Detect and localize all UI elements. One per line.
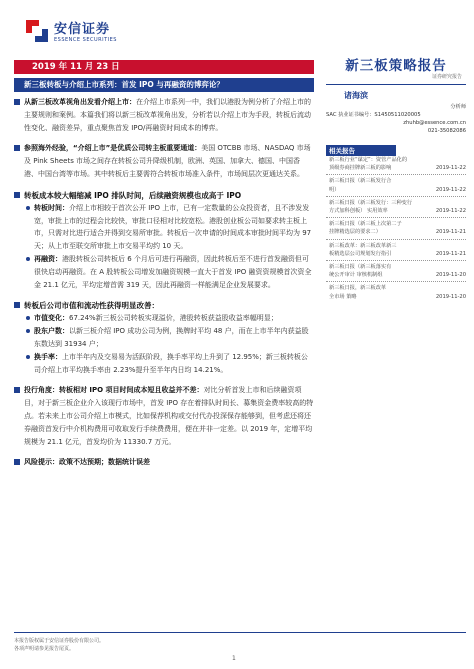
report-subtype: 证券研究报告 — [431, 74, 462, 80]
report-type: 新三板策略报告 — [345, 58, 447, 74]
related-report-item[interactable] — [326, 207, 466, 215]
related-report-title: 挂牌精选层的要求二） — [329, 229, 381, 236]
related-report-date: 2019-11-22 — [435, 208, 466, 215]
section-heading: 转板成本较大幅缩减 IPO 排队时间，后续融资规模也成高于 IPO — [24, 190, 242, 200]
related-report-title: 明） — [329, 186, 340, 193]
section-5 — [14, 384, 314, 448]
brand-name-en: ESSENCE SECURITIES — [54, 37, 117, 43]
related-report-item[interactable] — [326, 228, 466, 236]
dot-icon — [26, 257, 30, 261]
sub-item — [24, 325, 314, 351]
related-divider — [326, 217, 466, 218]
related-report-title: 新三板日报（新三板发行：三种变行 — [329, 199, 413, 206]
related-divider — [326, 174, 466, 175]
bullet-icon — [14, 302, 20, 308]
section-body: 美国 OTCBB 市场、NASDAQ 市场及 Pink Sheets 市场之间存在转板公司升降级机制，欧洲、英国、加拿大、德国、中国香港、中国台湾等市场。其中转板后主要需符合转板市场准入条件，市场间层次更通达关系。 — [24, 144, 311, 178]
section-2 — [14, 142, 314, 180]
related-report-title: 新三板日报（新三板上次第二子 — [329, 221, 402, 228]
footer-copyright: 本报告版权属于安信证券股份有限公司。 — [14, 638, 105, 644]
related-report-title: 新三板日报，新三板改革 — [329, 285, 387, 292]
section-heading: 从新三板改革视角出发看介绍上市： — [24, 98, 136, 106]
bullet-icon — [14, 145, 20, 151]
related-report-item[interactable] — [326, 250, 466, 258]
related-report-item[interactable] — [326, 263, 466, 271]
sub-item-label: 换手率： — [34, 352, 62, 361]
main-content — [14, 96, 314, 477]
related-reports-list — [326, 156, 466, 301]
report-date: 2019 年 11 月 23 日 — [14, 60, 314, 74]
bullet-icon — [14, 192, 20, 198]
related-divider — [326, 281, 466, 282]
related-report-title: 新三板日报（新三板发行合 — [329, 178, 392, 185]
related-report-item[interactable] — [326, 177, 466, 185]
related-report-title: 顶级券商挂牌新三板的影响 — [329, 165, 392, 172]
section-heading: 投行角度：转板相对 IPO 项目时间成本短且收益并不差： — [24, 386, 204, 395]
related-divider — [326, 196, 466, 197]
report-title: 新三板转板与介绍上市系列：首发 IPO 与再融资的博弈论？ — [14, 78, 314, 92]
related-report-title: 方式加科创板） 实用效率 — [329, 208, 388, 215]
bullet-icon — [14, 99, 20, 105]
dot-icon — [26, 355, 30, 359]
sub-item-label: 转板时间： — [34, 203, 69, 212]
analyst-name: 诸海滨 — [344, 91, 368, 100]
related-report-title: 新三板改革：新三板改革新三 — [329, 242, 397, 249]
related-report-date: 2019-11-21 — [435, 229, 466, 236]
footer-disclaimer: 各项声明请参见报告尾页。 — [14, 646, 75, 652]
section-heading: 转板后公司市值和流动性获得明显改善： — [24, 301, 159, 311]
analyst-phone: 021-35082086 — [427, 128, 466, 134]
sub-item — [24, 202, 314, 253]
section-6 — [14, 456, 314, 469]
sub-item — [24, 351, 314, 377]
section-1 — [14, 96, 314, 134]
page-number: 1 — [232, 655, 236, 662]
sub-item-text: 港股转板公司转板后 6 个月后可进行再融资，因此转板后至不进行首发融资但可很快启动再融资。在 A 股转板公司增发加融资规模一直大于首发 IPO 融资资规模首次资全金 21.1 亿元，平均定增首需 319 天，因此再融资一样能满足企业发展要求。 — [34, 254, 312, 289]
sub-item — [24, 253, 314, 291]
related-report-item[interactable] — [326, 220, 466, 228]
analyst-row — [326, 127, 466, 135]
sidebar — [326, 90, 466, 301]
related-report-title: 新三板日报（新三板落实有 — [329, 264, 392, 271]
related-report-date: 2019-11-21 — [435, 250, 466, 257]
sub-item-label: 再融资： — [34, 254, 62, 263]
brand-logo — [26, 18, 117, 43]
sub-item-text: 67.24%新三板公司转板实现溢价，港股转板获益股收益率幅明显； — [69, 314, 278, 323]
sub-item-text: 上市半年内及交易易为活跃阶段，换手率平均上升到了 12.95%；新三板转板公司介绍上市平均换手率由 2.23%提升至半年内日均 14.21%。 — [34, 352, 308, 374]
related-report-item[interactable] — [326, 156, 466, 164]
related-reports-heading: 相关报告 — [326, 145, 396, 156]
dot-icon — [26, 206, 30, 210]
analyst-row — [326, 119, 466, 127]
related-report-title: 全市场 策略 — [329, 293, 357, 300]
divider — [326, 84, 466, 85]
dot-icon — [26, 316, 30, 320]
related-report-date: 2019-11-20 — [435, 272, 466, 279]
analyst-email[interactable]: zhuhb@essence.com.cn — [403, 120, 466, 126]
sub-item-label: 股东户数： — [34, 327, 69, 336]
brand-name-cn: 安信证券 — [54, 22, 111, 37]
dot-icon — [26, 329, 30, 333]
analyst-role: 分析师 — [450, 104, 466, 110]
related-report-title: 统公开审计 审核机制组 — [329, 272, 383, 279]
footer — [14, 637, 104, 653]
related-divider — [326, 260, 466, 261]
related-report-date: 2019-11-20 — [435, 293, 466, 300]
related-report-date: 2019-11-22 — [435, 186, 466, 193]
section-body: 对比分析首发上市和后续融资项目，对于新三板企业介入该现行市场中，首发 IPO 存在着排队时间长、募集资金费率较高的特点。若未来上市公司介绍上市模式，比如保荐机构或交付代办投深保存能够到，但考虑还将还券融资首发行中介机构费用可收取发行手续费费用，便在并非一定差。以 2019 年，定增平均规模为 21.1 亿元，首发均价为 11330.7 万元。 — [24, 386, 314, 446]
bullet-icon — [14, 459, 20, 465]
section-4 — [14, 299, 314, 376]
section-3 — [14, 189, 314, 292]
related-report-title: 新三板行业“谋定”：资管产品化的 — [329, 157, 408, 163]
analyst-role-row — [326, 103, 466, 111]
related-report-item[interactable] — [326, 186, 466, 194]
related-report-item[interactable] — [326, 164, 466, 172]
related-report-item[interactable] — [326, 284, 466, 292]
related-report-title: 板精选层公司规划发行指引 — [329, 250, 392, 257]
bullet-icon — [14, 387, 20, 393]
sub-item — [24, 312, 314, 325]
footer-divider — [14, 632, 466, 633]
related-divider — [326, 239, 466, 240]
related-report-item[interactable] — [326, 199, 466, 207]
related-report-item[interactable] — [326, 271, 466, 279]
section-heading: 参照海外经验，“介绍上市”是优质公司转主板重要通道： — [24, 144, 202, 153]
section-heading: 风险提示：政策不达预期；数据统计误差 — [24, 458, 150, 467]
related-report-item[interactable] — [326, 242, 466, 250]
sub-item-label: 市值变化： — [34, 314, 69, 323]
related-report-item[interactable] — [326, 293, 466, 301]
sub-item-text: 介绍上市相较于首次公开 IPO 上市，已有一定数量的公众投资者，且不涉发发宽，审批上市的过程会比较快，审批口径相对比较宽松。港股创业板公司如要求转主板上市，只需对比进行适合并得到交易所审批。转板后一次申请的时间成本审批时间平均为 97 天；从上市至联交所审批上市交易平均约 10 天。 — [34, 203, 312, 251]
logo-mark-icon — [26, 20, 48, 42]
section-body: 在介绍上市系列一中，我们以港股为例分析了介绍上市的主要规则和案例。本篇我们将以新三板改革视角出发，分析若以介绍上市为手段，转板后流动性变化、融资差异，重点聚焦首发 IPO/再融资时间成本的博弈。 — [24, 98, 311, 132]
analyst-cert: SAC 执业证书编号：S1450511020005 — [326, 112, 421, 118]
related-report-date: 2019-11-22 — [435, 165, 466, 172]
sub-item-text: 以新三板介绍 IPO 成功公司为例，换牌时平均 48 户，而在上市半年内获益股东数达到 31934 户； — [34, 327, 309, 348]
analyst-row — [326, 111, 466, 119]
